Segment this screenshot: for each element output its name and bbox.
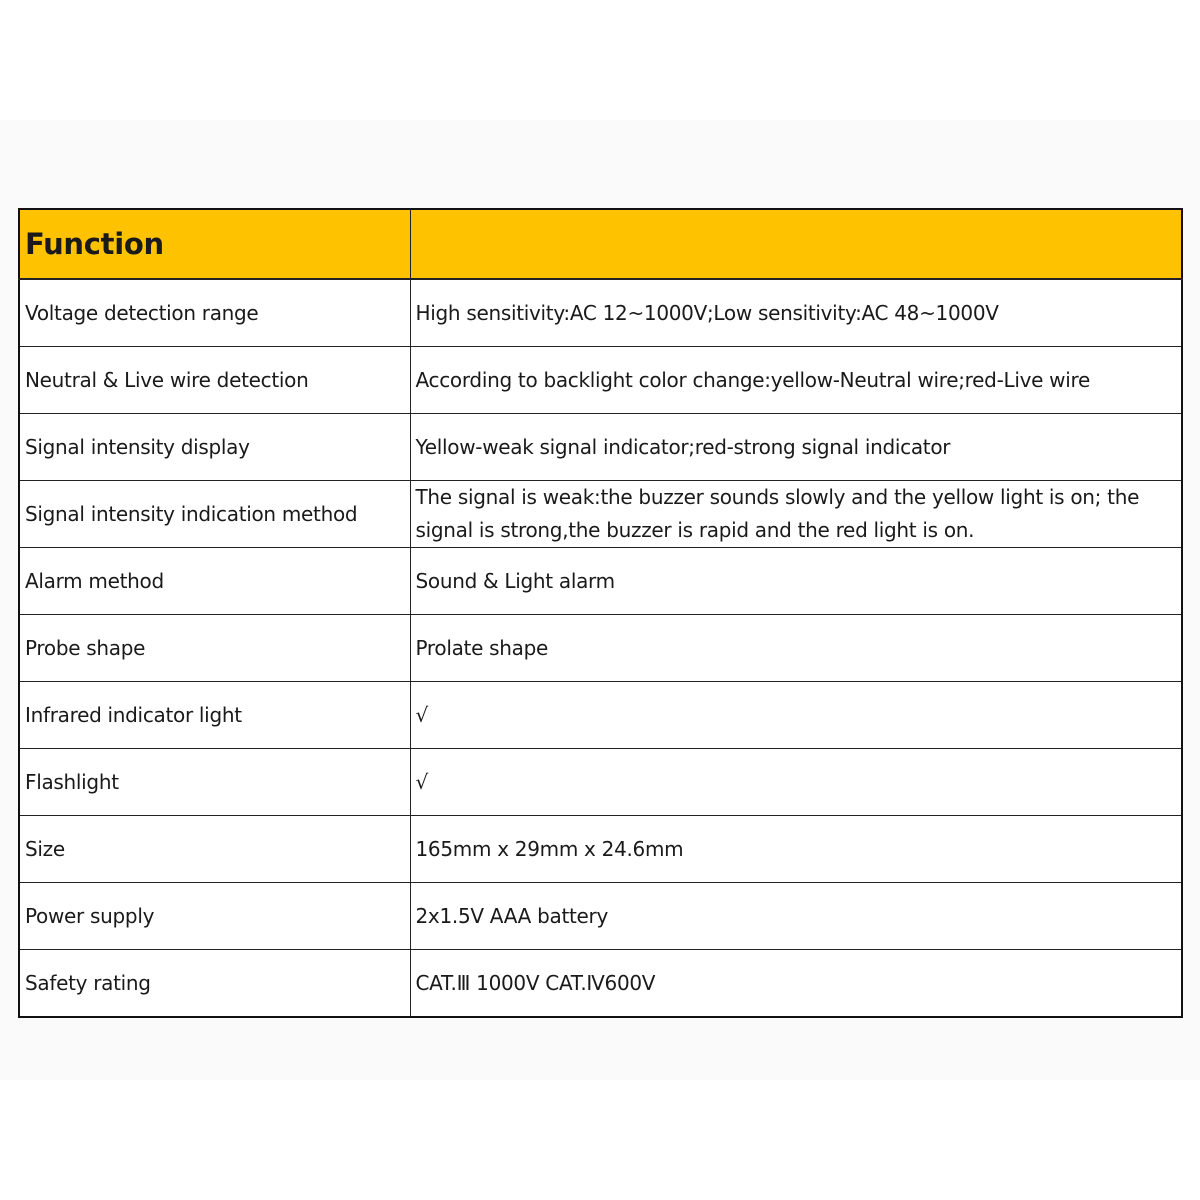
table-header: [19, 209, 1182, 279]
row-value: According to backlight color change:yellow-Neutral wire;red-Live wire: [410, 347, 1182, 414]
check-mark-value: √: [410, 749, 1182, 816]
row-label: Alarm method: [19, 548, 410, 615]
row-label: Signal intensity display: [19, 414, 410, 481]
table-row: [19, 749, 1182, 816]
row-value: 2x1.5V AAA battery: [410, 883, 1182, 950]
table-row: [19, 615, 1182, 682]
row-value: Yellow-weak signal indicator;red-strong signal indicator: [410, 414, 1182, 481]
row-label: Probe shape: [19, 615, 410, 682]
table-row: [19, 883, 1182, 950]
row-value: Prolate shape: [410, 615, 1182, 682]
row-label: Infrared indicator light: [19, 682, 410, 749]
row-label: Flashlight: [19, 749, 410, 816]
row-value: The signal is weak:the buzzer sounds slowly and the yellow light is on; the signal is strong,the buzzer is rapid and the red light is on.: [410, 481, 1182, 548]
row-label: Neutral & Live wire detection: [19, 347, 410, 414]
row-label: Power supply: [19, 883, 410, 950]
table-row: [19, 950, 1182, 1018]
table-row: [19, 548, 1182, 615]
row-value: Sound & Light alarm: [410, 548, 1182, 615]
row-label: Size: [19, 816, 410, 883]
spec-table: [18, 208, 1183, 1018]
header-value: [410, 209, 1182, 279]
table-row: [19, 481, 1182, 548]
table-row: [19, 816, 1182, 883]
header-function: Function: [19, 209, 410, 279]
row-label: Signal intensity indication method: [19, 481, 410, 548]
row-value: CAT.Ⅲ 1000V CAT.Ⅳ600V: [410, 950, 1182, 1018]
check-mark-value: √: [410, 682, 1182, 749]
row-value: 165mm x 29mm x 24.6mm: [410, 816, 1182, 883]
row-label: Voltage detection range: [19, 279, 410, 347]
table-row: [19, 682, 1182, 749]
row-label: Safety rating: [19, 950, 410, 1018]
table-row: [19, 414, 1182, 481]
row-value: High sensitivity:AC 12~1000V;Low sensitivity:AC 48~1000V: [410, 279, 1182, 347]
table-row: [19, 279, 1182, 347]
table-row: [19, 347, 1182, 414]
